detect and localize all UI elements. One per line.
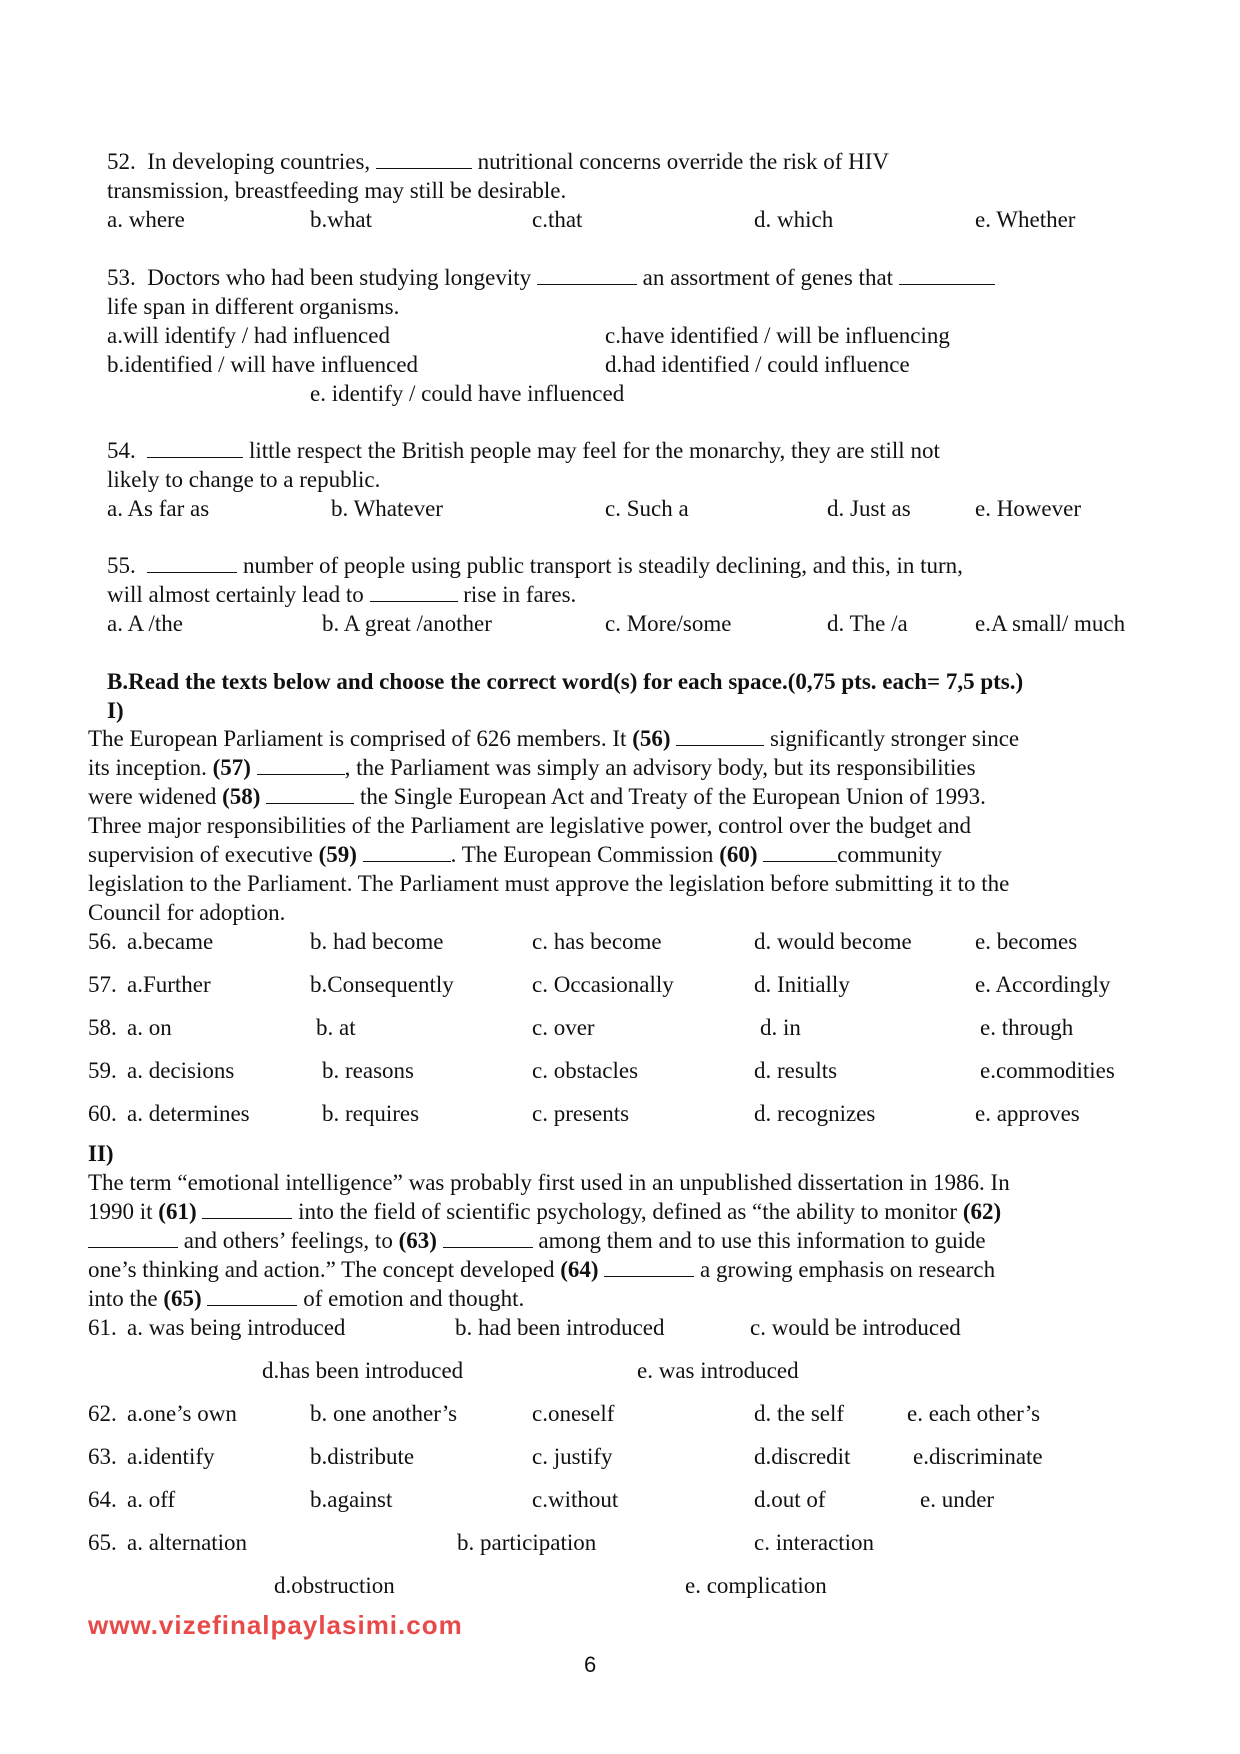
option-64-a[interactable]: a. off: [127, 1487, 176, 1512]
option-52-b[interactable]: b.what: [310, 207, 372, 232]
passage-text: community: [837, 842, 943, 867]
answer-blank: [899, 266, 995, 285]
answer-blank-61: [202, 1200, 292, 1219]
option-59-b[interactable]: b. reasons: [322, 1058, 414, 1083]
part-1-label: I): [107, 698, 124, 723]
option-61-d[interactable]: d.has been introduced: [262, 1358, 464, 1383]
question-text: nutritional concerns override the risk of HIV: [477, 149, 889, 174]
question-55-line2: [107, 580, 576, 609]
option-58-b[interactable]: b. at: [316, 1015, 356, 1040]
option-53-d[interactable]: d.had identified / could influence: [605, 352, 910, 377]
passage-text: a growing emphasis on research: [694, 1257, 996, 1282]
option-54-b[interactable]: b. Whatever: [331, 496, 443, 521]
option-60-d[interactable]: d. recognizes: [754, 1101, 876, 1126]
answer-blank-62: [88, 1229, 178, 1248]
question-52-line1: [107, 147, 889, 176]
passage-text: among them and to use this information to guide: [532, 1228, 986, 1253]
option-57-c[interactable]: c. Occasionally: [532, 972, 674, 997]
option-59-a[interactable]: a. decisions: [127, 1058, 235, 1083]
option-53-a[interactable]: a.will identify / had influenced: [107, 323, 390, 348]
blank-number-56: (56): [632, 726, 671, 751]
question-55-line1: [107, 551, 963, 580]
question-text: will almost certainly lead to: [107, 582, 364, 607]
option-55-d[interactable]: d. The /a: [827, 611, 908, 636]
option-61-e[interactable]: e. was introduced: [637, 1358, 799, 1383]
option-59-e[interactable]: e.commodities: [980, 1058, 1115, 1083]
passage-text: Three major responsibilities of the Parliament are legislative power, control over the budget and: [88, 813, 972, 838]
blank-number-62: (62): [962, 1199, 1002, 1224]
option-53-e[interactable]: e. identify / could have influenced: [310, 381, 625, 406]
question-54-line2: likely to change to a republic.: [107, 467, 381, 492]
question-number-64: 64.: [88, 1487, 117, 1512]
blank-number-61: (61): [158, 1199, 197, 1224]
option-63-e[interactable]: e.discriminate: [913, 1444, 1043, 1469]
passage-text: of emotion and thought.: [297, 1286, 525, 1311]
question-number-56: 56.: [88, 929, 117, 954]
question-number-61: 61.: [88, 1315, 117, 1340]
option-61-c[interactable]: c. would be introduced: [750, 1315, 961, 1340]
option-61-b[interactable]: b. had been introduced: [455, 1315, 665, 1340]
option-59-d[interactable]: d. results: [754, 1058, 838, 1083]
option-54-d[interactable]: d. Just as: [827, 496, 911, 521]
option-60-b[interactable]: b. requires: [322, 1101, 420, 1126]
option-64-d[interactable]: d.out of: [754, 1487, 826, 1512]
option-53-b[interactable]: b.identified / will have influenced: [107, 352, 419, 377]
question-text: an assortment of genes that: [642, 265, 894, 290]
answer-blank-63: [443, 1229, 533, 1248]
passage-1-line-2: [88, 753, 976, 782]
passage-2-line-3: [88, 1226, 986, 1255]
option-52-d[interactable]: d. which: [754, 207, 834, 232]
option-54-e[interactable]: e. However: [975, 496, 1082, 521]
answer-blank-57: [257, 756, 345, 775]
option-64-c[interactable]: c.without: [532, 1487, 619, 1512]
option-58-a[interactable]: a. on: [127, 1015, 172, 1040]
option-57-e[interactable]: e. Accordingly: [975, 972, 1111, 997]
option-59-c[interactable]: c. obstacles: [532, 1058, 639, 1083]
option-56-b[interactable]: b. had become: [310, 929, 444, 954]
option-65-a[interactable]: a. alternation: [127, 1530, 248, 1555]
question-text: Doctors who had been studying longevity: [147, 265, 532, 290]
option-61-a[interactable]: a. was being introduced: [127, 1315, 346, 1340]
option-63-a[interactable]: a.identify: [127, 1444, 215, 1469]
option-54-a[interactable]: a. As far as: [107, 496, 210, 521]
option-56-d[interactable]: d. would become: [754, 929, 912, 954]
option-63-d[interactable]: d.discredit: [754, 1444, 851, 1469]
passage-text: into the: [88, 1286, 164, 1311]
passage-text: into the field of scientific psychology, defined as “the ability to monitor: [292, 1199, 963, 1224]
option-57-a[interactable]: a.Further: [127, 972, 211, 997]
passage-1-line-1: [88, 724, 1019, 753]
question-number-59: 59.: [88, 1058, 117, 1083]
passage-text: Council for adoption.: [88, 900, 286, 925]
passage-text: 1990 it: [88, 1199, 159, 1224]
question-number-58: 58.: [88, 1015, 117, 1040]
option-64-e[interactable]: e. under: [920, 1487, 995, 1512]
question-53-line1: [107, 263, 995, 292]
option-55-c[interactable]: c. More/some: [605, 611, 732, 636]
passage-text: , the Parliament was simply an advisory body, but its responsibilities: [344, 755, 976, 780]
page-number: 6: [584, 1652, 597, 1677]
blank-number-57: (57): [212, 755, 251, 780]
passage-1-line-5: [88, 840, 942, 869]
answer-blank-58: [266, 785, 354, 804]
option-58-d[interactable]: d. in: [760, 1015, 801, 1040]
option-62-d[interactable]: d. the self: [754, 1401, 845, 1426]
blank-number-64: (64): [560, 1257, 599, 1282]
option-65-d[interactable]: d.obstruction: [274, 1573, 395, 1598]
passage-text: one’s thinking and action.” The concept developed: [88, 1257, 561, 1282]
blank-number-58: (58): [222, 784, 261, 809]
question-number: 53.: [107, 265, 136, 290]
passage-text: legislation to the Parliament. The Parliament must approve the legislation before submitting it to the: [88, 871, 1010, 896]
option-52-c[interactable]: c.that: [532, 207, 583, 232]
option-60-e[interactable]: e. approves: [975, 1101, 1080, 1126]
question-number: 52.: [107, 149, 136, 174]
blank-number-63: (63): [398, 1228, 437, 1253]
question-number-62: 62.: [88, 1401, 117, 1426]
passage-1-line-3: [88, 782, 986, 811]
section-b-heading: B.Read the texts below and choose the correct word(s) for each space.(0,75 pts. each= 7,5 pts.): [107, 669, 1024, 694]
question-53-line2: life span in different organisms.: [107, 294, 400, 319]
option-52-e[interactable]: e. Whether: [975, 207, 1076, 232]
passage-1-line-7: [88, 898, 285, 927]
passage-2-line-1: [88, 1168, 1010, 1197]
option-65-b[interactable]: b. participation: [457, 1530, 597, 1555]
passage-2-line-5: [88, 1284, 524, 1313]
option-62-b[interactable]: b. one another’s: [310, 1401, 458, 1426]
passage-1-line-4: [88, 811, 971, 840]
option-56-e[interactable]: e. becomes: [975, 929, 1078, 954]
passage-text: were widened: [88, 784, 223, 809]
question-number: 54.: [107, 438, 136, 463]
question-text: rise in fares.: [463, 582, 577, 607]
option-62-c[interactable]: c.oneself: [532, 1401, 615, 1426]
watermark: www.vizefinalpaylasimi.com: [88, 1610, 463, 1640]
passage-2-line-2: [88, 1197, 1001, 1226]
answer-blank-65: [207, 1287, 297, 1306]
passage-text: supervision of executive: [88, 842, 319, 867]
question-text: In developing countries,: [147, 149, 371, 174]
passage-text: . The European Commission: [450, 842, 720, 867]
answer-blank-59: [363, 843, 451, 862]
option-56-a[interactable]: a.became: [127, 929, 214, 954]
passage-text: and others’ feelings, to: [178, 1228, 399, 1253]
blank-number-59: (59): [318, 842, 357, 867]
question-54-line1: [107, 436, 940, 465]
passage-text: significantly stronger since: [764, 726, 1020, 751]
passage-text: The term “emotional intelligence” was probably first used in an unpublished dissertation in 1986. In: [88, 1170, 1010, 1195]
option-63-b[interactable]: b.distribute: [310, 1444, 415, 1469]
option-57-b[interactable]: b.Consequently: [310, 972, 454, 997]
answer-blank-60: [763, 843, 837, 862]
option-53-c[interactable]: c.have identified / will be influencing: [605, 323, 950, 348]
question-number-63: 63.: [88, 1444, 117, 1469]
option-62-e[interactable]: e. each other’s: [907, 1401, 1041, 1426]
answer-blank-56: [676, 727, 764, 746]
blank-number-60: (60): [719, 842, 758, 867]
option-55-a[interactable]: a. A /the: [107, 611, 184, 636]
option-55-e[interactable]: e.A small/ much: [975, 611, 1126, 636]
answer-blank: [376, 150, 472, 169]
option-60-a[interactable]: a. determines: [127, 1101, 250, 1126]
passage-text: The European Parliament is comprised of 626 members. It: [88, 726, 633, 751]
option-52-a[interactable]: a. where: [107, 207, 185, 232]
answer-blank: [147, 554, 237, 573]
blank-number-65: (65): [163, 1286, 202, 1311]
passage-text: its inception.: [88, 755, 213, 780]
passage-1-line-6: [88, 869, 1009, 898]
question-52-line2: transmission, breastfeeding may still be desirable.: [107, 178, 567, 203]
passage-text: the Single European Act and Treaty of the European Union of 1993.: [354, 784, 986, 809]
option-60-c[interactable]: c. presents: [532, 1101, 630, 1126]
question-text: little respect the British people may feel for the monarchy, they are still not: [249, 438, 940, 463]
option-58-e[interactable]: e. through: [980, 1015, 1074, 1040]
answer-blank-64: [604, 1258, 694, 1277]
option-58-c[interactable]: c. over: [532, 1015, 595, 1040]
question-number-57: 57.: [88, 972, 117, 997]
option-57-d[interactable]: d. Initially: [754, 972, 850, 997]
option-64-b[interactable]: b.against: [310, 1487, 393, 1512]
option-63-c[interactable]: c. justify: [532, 1444, 613, 1469]
option-54-c[interactable]: c. Such a: [605, 496, 689, 521]
question-number-60: 60.: [88, 1101, 117, 1126]
question-text: number of people using public transport is steadily declining, and this, in turn,: [243, 553, 963, 578]
answer-blank: [537, 266, 637, 285]
question-number-65: 65.: [88, 1530, 117, 1555]
passage-2-line-4: [88, 1255, 995, 1284]
question-number: 55.: [107, 553, 136, 578]
option-55-b[interactable]: b. A great /another: [322, 611, 492, 636]
part-2-label: II): [88, 1141, 114, 1166]
answer-blank: [370, 583, 458, 602]
option-65-c[interactable]: c. interaction: [754, 1530, 875, 1555]
option-65-e[interactable]: e. complication: [685, 1573, 827, 1598]
option-56-c[interactable]: c. has become: [532, 929, 662, 954]
answer-blank: [147, 439, 243, 458]
option-62-a[interactable]: a.one’s own: [127, 1401, 237, 1426]
